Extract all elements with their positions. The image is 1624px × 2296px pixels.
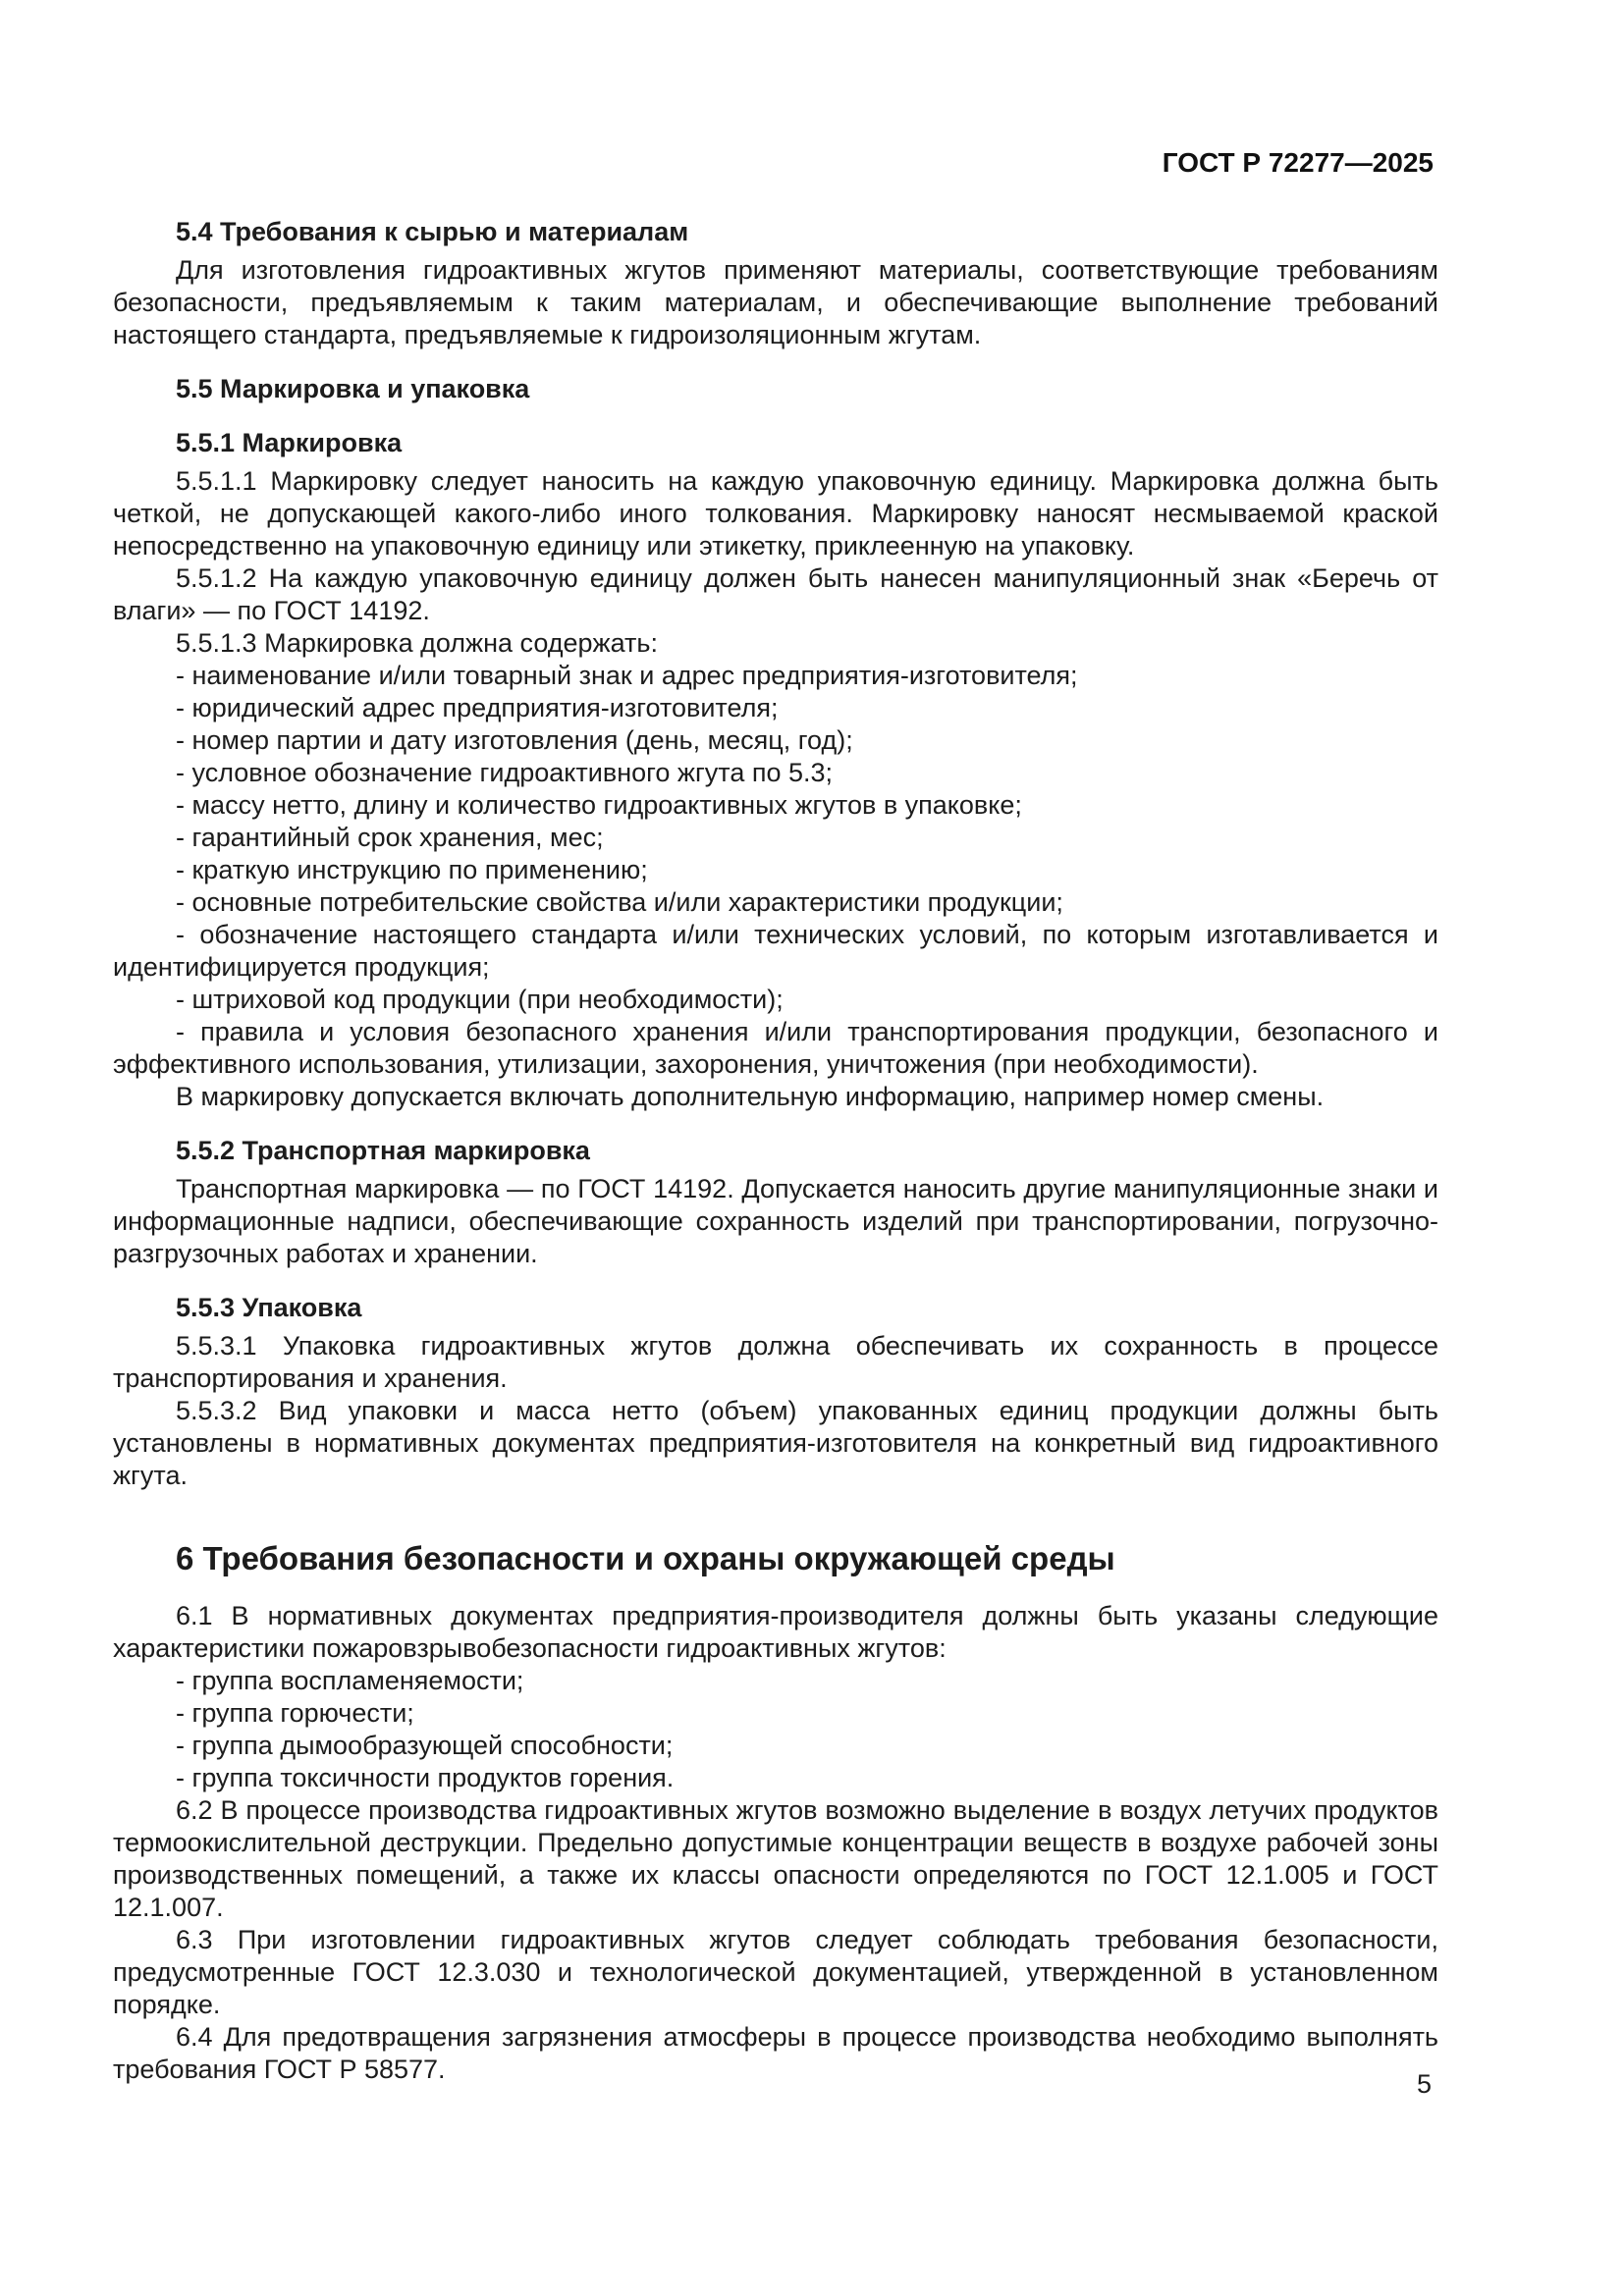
paragraph: 6.1 В нормативных документах предприятия-производителя должны быть указаны следующие характеристики пожаровзрывобезопасности гидроактивных жгутов:: [113, 1601, 1438, 1663]
section-heading: 5.5.1 Маркировка: [176, 428, 403, 457]
list-item: - правила и условия безопасного хранения и/или транспортирования продукции, безопасного и эффективного использования, утилизации, захоронения, уничтожения (при необходимости).: [113, 1017, 1438, 1079]
list-item: - наименование и/или товарный знак и адрес предприятия-изготовителя;: [176, 661, 1078, 690]
section-heading: 5.4 Требования к сырью и материалам: [176, 217, 689, 246]
paragraph: 5.5.3.1 Упаковка гидроактивных жгутов должна обеспечивать их сохранность в процессе транспортирования и хранения.: [113, 1331, 1438, 1393]
paragraph: 5.5.1.2 На каждую упаковочную единицу должен быть нанесен манипуляционный знак «Беречь от влаги» — по ГОСТ 14192.: [113, 563, 1438, 625]
paragraph: 5.5.1.3 Маркировка должна содержать:: [176, 628, 658, 658]
document-code-header: ГОСТ Р 72277—2025: [1162, 147, 1434, 178]
list-item: - гарантийный срок хранения, мес;: [176, 823, 604, 852]
page-number: 5: [1416, 2069, 1432, 2099]
section-heading: 5.5 Маркировка и упаковка: [176, 374, 530, 403]
list-item: - группа токсичности продуктов горения.: [176, 1763, 675, 1792]
chapter-heading: 6 Требования безопасности и охраны окружающей среды: [176, 1540, 1115, 1576]
list-item: - штриховой код продукции (при необходимости);: [176, 985, 784, 1014]
paragraph: Для изготовления гидроактивных жгутов применяют материалы, соответствующие требованиям безопасности, предъявляемым к таким материалам, и обеспечивающие выполнение требований настоящего стандарта, предъявляемые к гидроизоляционным жгутам.: [113, 255, 1438, 349]
list-item: - обозначение настоящего стандарта и/или технических условий, по которым изготавливается и идентифицируется продукция;: [113, 920, 1438, 982]
list-item: - основные потребительские свойства и/или характеристики продукции;: [176, 887, 1063, 917]
document-body: [113, 216, 1438, 2086]
section-heading: 5.5.2 Транспортная маркировка: [176, 1136, 590, 1165]
list-item: - условное обозначение гидроактивного жгута по 5.3;: [176, 758, 834, 787]
section-heading: 5.5.3 Упаковка: [176, 1293, 362, 1322]
paragraph: В маркировку допускается включать дополнительную информацию, например номер смены.: [176, 1082, 1325, 1111]
list-item: - номер партии и дату изготовления (день, месяц, год);: [176, 725, 853, 755]
paragraph: 5.5.3.2 Вид упаковки и масса нетто (объем) упакованных единиц продукции должны быть установлены в нормативных документах предприятия-изготовителя на конкретный вид гидроактивного жгута.: [113, 1396, 1438, 1490]
list-item: - массу нетто, длину и количество гидроактивных жгутов в упаковке;: [176, 790, 1022, 820]
list-item: - краткую инструкцию по применению;: [176, 855, 648, 884]
paragraph: 6.4 Для предотвращения загрязнения атмосферы в процессе производства необходимо выполнять требования ГОСТ Р 58577.: [113, 2022, 1438, 2084]
list-item: - юридический адрес предприятия-изготовителя;: [176, 693, 779, 722]
list-item: - группа дымообразующей способности;: [176, 1731, 674, 1760]
list-item: - группа горючести;: [176, 1698, 414, 1728]
paragraph: 5.5.1.1 Маркировку следует наносить на каждую упаковочную единицу. Маркировка должна быть четкой, не допускающей какого-либо иного толкования. Маркировку наносят несмываемой краской непосредственно на упаковочную единицу или этикетку, приклеенную на упаковку.: [113, 466, 1438, 561]
paragraph: 6.2 В процессе производства гидроактивных жгутов возможно выделение в воздух летучих продуктов термоокислительной деструкции. Предельно допустимые концентрации веществ в воздухе рабочей зоны производственных помещений, а также их классы опасности определяются по ГОСТ 12.1.005 и ГОСТ 12.1.007.: [113, 1795, 1438, 1922]
list-item: - группа воспламеняемости;: [176, 1666, 524, 1695]
paragraph: Транспортная маркировка — по ГОСТ 14192. Допускается наносить другие манипуляционные знаки и информационные надписи, обеспечивающие сохранность изделий при транспортировании, погрузочно-разгрузочных работах и хранении.: [113, 1174, 1438, 1268]
paragraph: 6.3 При изготовлении гидроактивных жгутов следует соблюдать требования безопасности, предусмотренные ГОСТ 12.3.030 и технологической документацией, утвержденной в установленном порядке.: [113, 1925, 1438, 2019]
